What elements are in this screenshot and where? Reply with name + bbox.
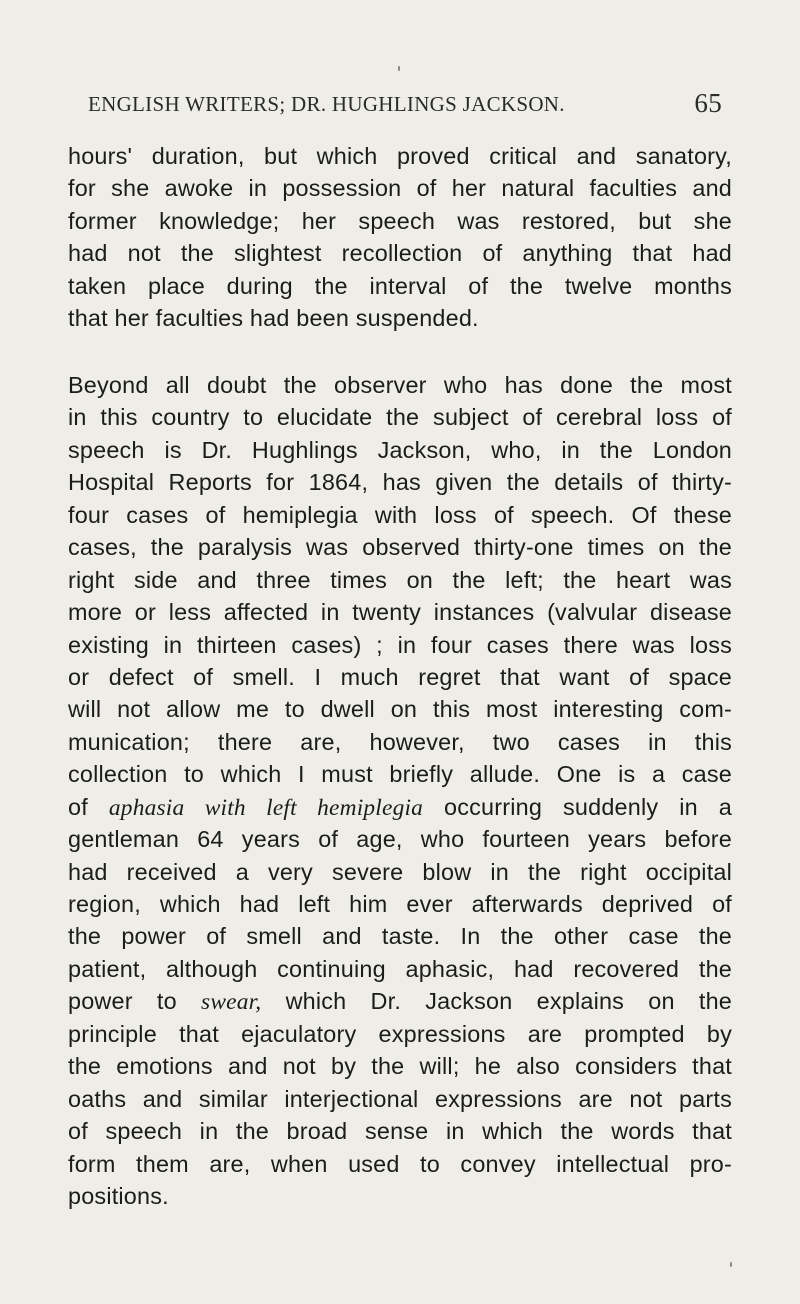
text-line: principle that ejaculatory expressions are prompted by <box>68 1020 732 1047</box>
print-speck <box>730 1262 732 1267</box>
text-segment: occurring suddenly in a <box>444 793 733 820</box>
text-line: right side and three times on the left; the heart was <box>68 566 732 593</box>
text-line-with-italic <box>68 791 732 823</box>
text-line: Hospital Reports for 1864, has given the details of thirty- <box>68 469 732 496</box>
text-line: hours' duration, but which proved critical and sanatory, <box>68 143 732 169</box>
text-line: taken place during the interval of the twelve months <box>68 272 732 299</box>
text-line: of speech in the broad sense in which the words that <box>68 1118 732 1145</box>
text-line: had received a very severe blow in the right occipital <box>68 858 732 885</box>
text-line: Beyond all doubt the observer who has done the most <box>68 372 732 398</box>
text-line: oaths and similar interjectional expressions are not parts <box>68 1085 732 1112</box>
text-line: region, which had left him ever afterwards deprived of <box>68 891 732 917</box>
text-line: in this country to elucidate the subject of cerebral loss of <box>68 404 732 431</box>
text-segment: which Dr. Jackson explains on the <box>285 988 732 1015</box>
text-line: munication; there are, however, two cases in this <box>68 728 732 755</box>
page-number: 65 <box>694 88 722 118</box>
paragraph-1 <box>68 140 732 335</box>
italic-term: aphasia with left hemiplegia <box>108 794 424 821</box>
text-line: form them are, when used to convey intellectual pro- <box>68 1150 732 1177</box>
page-header <box>88 88 722 124</box>
text-line: existing in thirteen cases) ; in four cases there was loss <box>68 631 732 658</box>
text-line: more or less affected in twenty instances (valvular disease <box>68 599 732 626</box>
text-line: cases, the paralysis was observed thirty-one times on the <box>68 534 732 561</box>
text-line: the power of smell and taste. In the other case the <box>68 923 732 950</box>
text-line: gentleman 64 years of age, who fourteen years before <box>68 826 732 853</box>
paragraph-2 <box>68 369 732 1212</box>
text-line: positions. <box>68 1182 169 1209</box>
text-line: patient, although continuing aphasic, had recovered the <box>68 955 732 982</box>
text-line: that her faculties had been suspended. <box>68 305 479 332</box>
text-line: collection to which I must briefly allude. One is a case <box>68 761 732 788</box>
text-segment: of <box>68 793 88 820</box>
print-speck <box>398 66 400 71</box>
text-line: or defect of smell. I much regret that want of space <box>68 663 732 690</box>
text-line: the emotions and not by the will; he also considers that <box>68 1053 732 1080</box>
text-line: for she awoke in possession of her natural faculties and <box>68 175 732 202</box>
text-line: speech is Dr. Hughlings Jackson, who, in the London <box>68 436 732 463</box>
text-line: former knowledge; her speech was restored, but she <box>68 207 732 234</box>
italic-term: swear, <box>201 989 262 1016</box>
text-line: will not allow me to dwell on this most interesting com- <box>68 696 732 723</box>
running-head: ENGLISH WRITERS; DR. HUGHLINGS JACKSON. <box>88 92 565 116</box>
text-line: four cases of hemiplegia with loss of speech. Of these <box>68 501 732 528</box>
text-line-with-italic <box>68 985 732 1017</box>
text-line: had not the slightest recollection of anything that had <box>68 240 732 267</box>
text-segment: power to <box>68 988 177 1015</box>
